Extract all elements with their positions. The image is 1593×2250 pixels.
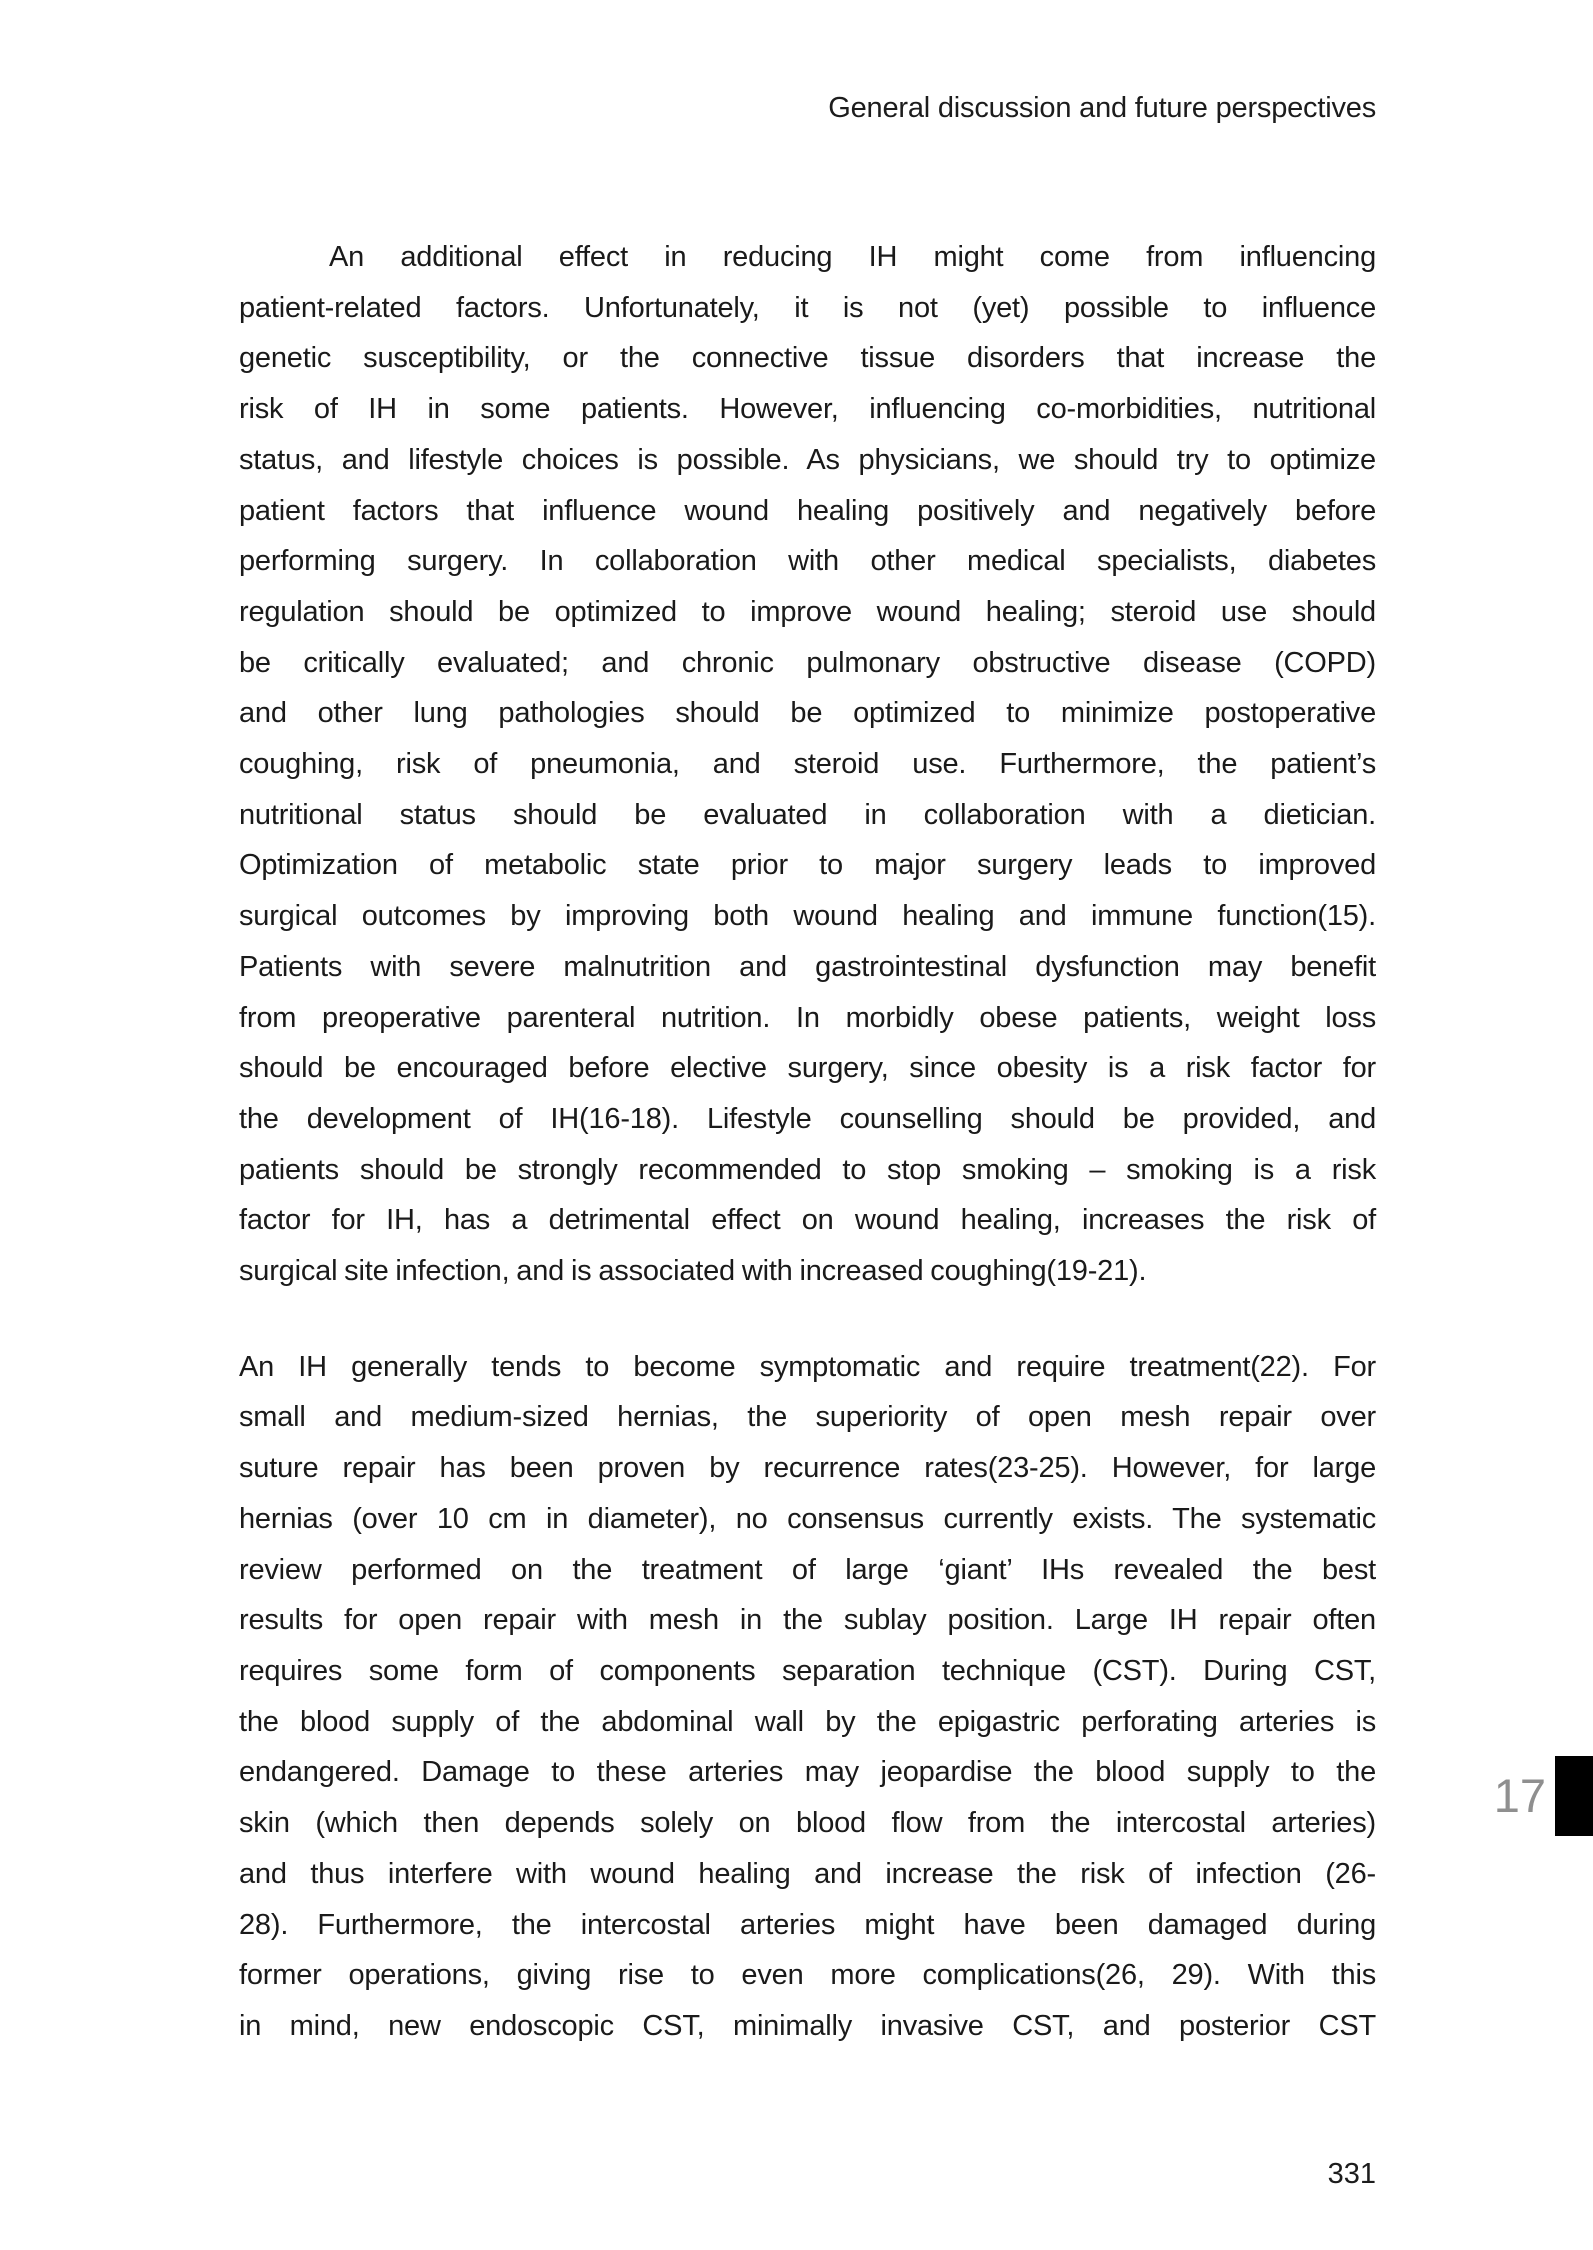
paragraph: [239, 232, 1376, 1297]
text-line: patient factors that influence wound healing positively and negatively before: [239, 494, 1376, 527]
body-text: [239, 232, 1376, 2052]
text-line: regulation should be optimized to improve wound healing; steroid use should: [239, 595, 1376, 628]
text-line: status, and lifestyle choices is possible. As physicians, we should try to optimize: [239, 443, 1376, 476]
text-line: the development of IH(16-18). Lifestyle counselling should be provided, and: [239, 1102, 1376, 1135]
text-line: endangered. Damage to these arteries may jeopardise the blood supply to the: [239, 1756, 1376, 1789]
text-line: should be encouraged before elective surgery, since obesity is a risk factor for: [239, 1052, 1376, 1085]
text-line: An additional effect in reducing IH might come from influencing: [329, 241, 1376, 273]
text-line: patients should be strongly recommended to stop smoking – smoking is a risk: [239, 1153, 1376, 1186]
text-line: coughing, risk of pneumonia, and steroid use. Furthermore, the patient’s: [239, 748, 1376, 781]
chapter-number: 17: [1493, 1769, 1546, 1822]
text-line: patient-related factors. Unfortunately, it is not (yet) possible to influence: [239, 291, 1376, 324]
text-line: genetic susceptibility, or the connective tissue disorders that increase the: [239, 342, 1376, 375]
text-line: hernias (over 10 cm in diameter), no consensus currently exists. The systematic: [239, 1502, 1376, 1535]
text-line: surgical outcomes by improving both wound healing and immune function(15).: [239, 900, 1376, 933]
text-line: small and medium-sized hernias, the superiority of open mesh repair over: [239, 1401, 1376, 1434]
running-header: General discussion and future perspectives: [828, 92, 1376, 124]
text-line: the blood supply of the abdominal wall by the epigastric perforating arteries is: [239, 1705, 1376, 1738]
text-line: An IH generally tends to become symptomatic and require treatment(22). For: [239, 1350, 1376, 1383]
text-line: skin (which then depends solely on blood flow from the intercostal arteries): [239, 1807, 1376, 1840]
text-line: performing surgery. In collaboration with other medical specialists, diabetes: [239, 545, 1376, 578]
text-line: risk of IH in some patients. However, influencing co-morbidities, nutritional: [239, 393, 1376, 426]
text-line: in mind, new endoscopic CST, minimally invasive CST, and posterior CST: [239, 2009, 1376, 2042]
text-line: 28). Furthermore, the intercostal arteries might have been damaged during: [239, 1908, 1376, 1941]
text-line: from preoperative parenteral nutrition. In morbidly obese patients, weight loss: [239, 1001, 1376, 1034]
text-line: Optimization of metabolic state prior to major surgery leads to improved: [239, 849, 1376, 882]
text-line: requires some form of components separation technique (CST). During CST,: [239, 1654, 1376, 1687]
text-line: and other lung pathologies should be optimized to minimize postoperative: [239, 697, 1376, 730]
chapter-tab: [1555, 1756, 1593, 1836]
text-line: former operations, giving rise to even more complications(26, 29). With this: [239, 1959, 1376, 1992]
text-line: results for open repair with mesh in the sublay position. Large IH repair often: [239, 1604, 1376, 1637]
paragraph: [239, 1342, 1376, 2052]
text-line: Patients with severe malnutrition and gastrointestinal dysfunction may benefit: [239, 950, 1376, 983]
page-number: 331: [1327, 2158, 1376, 2190]
text-line: suture repair has been proven by recurrence rates(23-25). However, for large: [239, 1452, 1376, 1485]
text-line: factor for IH, has a detrimental effect on wound healing, increases the risk of: [239, 1204, 1376, 1237]
text-line: be critically evaluated; and chronic pulmonary obstructive disease (COPD): [239, 646, 1376, 679]
text-line: nutritional status should be evaluated in collaboration with a dietician.: [239, 798, 1376, 831]
text-line: review performed on the treatment of large ‘giant’ IHs revealed the best: [239, 1553, 1376, 1586]
text-line: surgical site infection, and is associated with increased coughing(19-21).: [239, 1255, 1147, 1288]
text-line: and thus interfere with wound healing and increase the risk of infection (26-: [239, 1857, 1376, 1890]
